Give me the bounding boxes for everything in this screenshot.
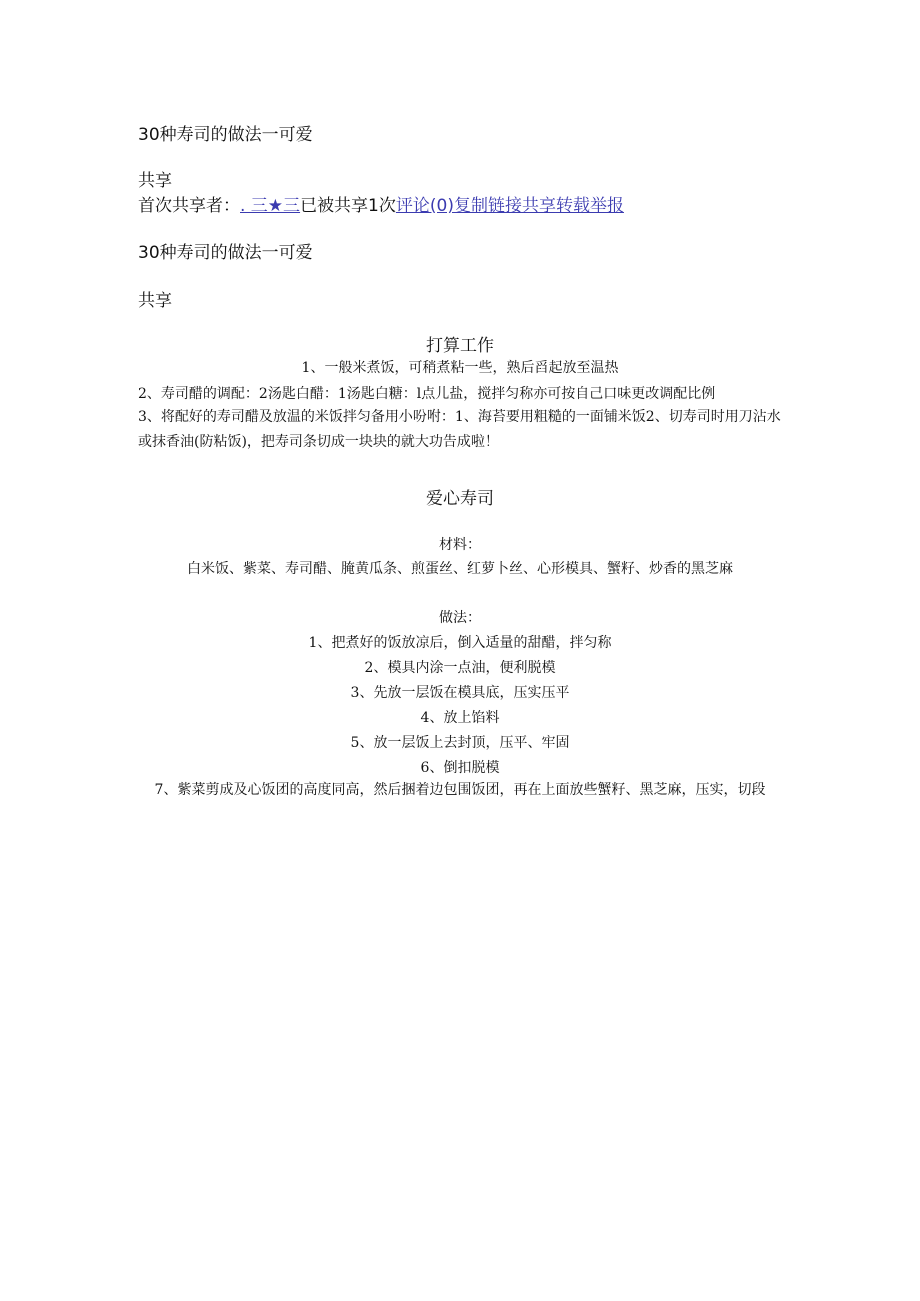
materials-label: 材料： [439, 537, 481, 553]
method-step: 7、紫菜剪成及心饭团的高度同高，然后捆着边包围饭团，再在上面放些蟹籽、黑芝麻，压实，切段 [154, 782, 766, 798]
prep-line-2: 2、寿司醋的调配：2汤匙白醋：1汤匙白糖：l点儿盐，搅拌匀称亦可按自己口味更改调配比例 [138, 386, 716, 402]
shared-count: 已被共享1次 [300, 196, 396, 216]
share-meta-line [138, 191, 624, 216]
method-step: 3、先放一层饭在模具底，压实压平 [350, 685, 570, 701]
materials-list: 白米饭、紫菜、寿司醋、腌黄瓜条、煎蛋丝、红萝卜丝、心形模具、蟹籽、炒香的黑芝麻 [187, 561, 733, 577]
method-step: 2、模具内涂一点油，便利脱模 [364, 660, 556, 676]
section-heading-preparation: 打算工作 [426, 336, 494, 356]
method-step: 1、把煮好的饭放凉后，倒入适量的甜醋，拌匀称 [308, 635, 612, 651]
share-label-repeat: 共享 [138, 291, 172, 311]
sharer-prefix: 首次共享者： [138, 196, 240, 216]
copy-link-link[interactable]: 复制链接 [453, 196, 522, 216]
method-step: 5、放一层饭上去封顶，压平、牢固 [350, 735, 570, 751]
comment-link[interactable]: 评论(0) [395, 196, 454, 216]
method-label: 做法： [439, 610, 481, 626]
prep-line-1: 1、一般米煮饭，可稍煮粘一些，熟后舀起放至温热 [301, 360, 619, 376]
share-label: 共享 [138, 171, 172, 191]
section-heading-heart-sushi: 爱心寿司 [426, 489, 494, 509]
prep-line-3: 3、将配好的寿司醋及放温的米饭拌匀备用小吩咐：1、海苔要用粗糙的一面铺米饭2、切寿司时用刀沾水或抹香油(防粘饭)，把寿司条切成一块块的就大功告成啦！ [138, 409, 781, 450]
sharer-link[interactable]: . 三★三 [240, 196, 301, 216]
share-link[interactable]: 共享 [521, 196, 556, 216]
page-title-repeat: 30种寿司的做法一可爱 [138, 243, 313, 263]
report-link[interactable]: 举报 [589, 196, 624, 216]
method-step: 4、放上馅料 [420, 710, 500, 726]
repost-link[interactable]: 转载 [555, 196, 590, 216]
method-step: 6、倒扣脱模 [420, 760, 500, 776]
page-title: 30种寿司的做法一可爱 [138, 125, 313, 145]
